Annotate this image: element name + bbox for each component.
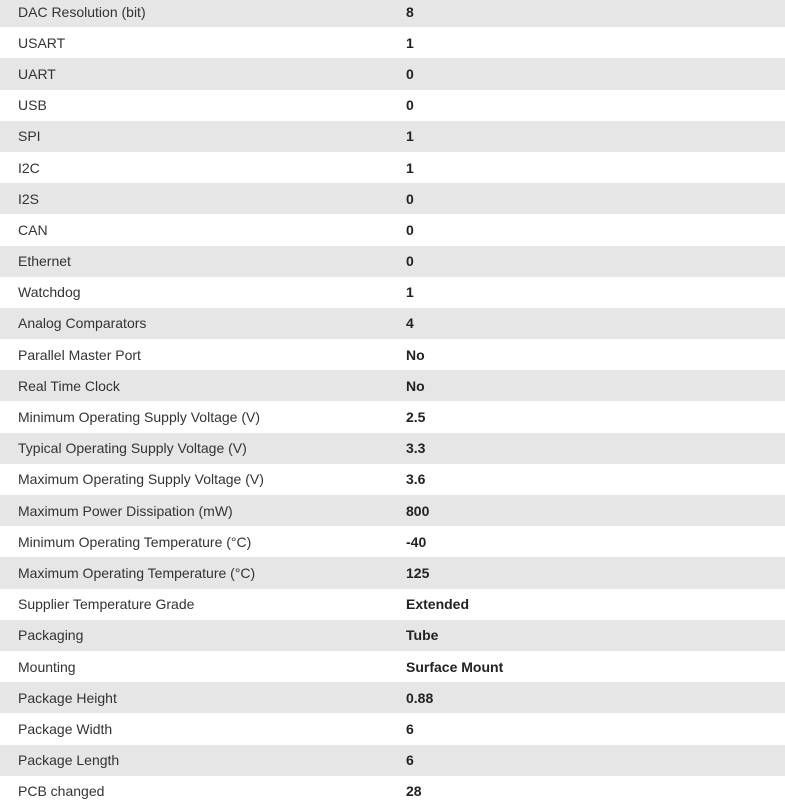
spec-row bbox=[0, 682, 785, 713]
spec-value: -40 bbox=[406, 533, 427, 550]
spec-value: 2.5 bbox=[406, 409, 426, 426]
spec-value: 1 bbox=[406, 34, 414, 51]
spec-value: Extended bbox=[406, 596, 470, 613]
spec-label: I2S bbox=[18, 190, 40, 207]
spec-label: Package Length bbox=[18, 752, 120, 769]
spec-value: 1 bbox=[406, 159, 414, 176]
spec-label: Supplier Temperature Grade bbox=[18, 596, 195, 613]
spec-row bbox=[0, 277, 785, 308]
spec-row bbox=[0, 90, 785, 121]
spec-label: USB bbox=[18, 97, 47, 114]
spec-row bbox=[0, 401, 785, 432]
spec-value: Surface Mount bbox=[406, 658, 504, 675]
spec-value: 0 bbox=[406, 65, 414, 82]
spec-value: 125 bbox=[406, 564, 430, 581]
spec-value: 0 bbox=[406, 221, 414, 238]
spec-value: No bbox=[406, 377, 425, 394]
spec-label: Maximum Operating Temperature (°C) bbox=[18, 564, 256, 581]
spec-label: Maximum Power Dissipation (mW) bbox=[18, 502, 233, 519]
spec-label: Ethernet bbox=[18, 253, 71, 270]
spec-value: 3.3 bbox=[406, 440, 426, 457]
spec-row bbox=[0, 370, 785, 401]
spec-label: DAC Resolution (bit) bbox=[18, 3, 146, 20]
spec-value: No bbox=[406, 346, 425, 363]
spec-label: I2C bbox=[18, 159, 40, 176]
spec-row bbox=[0, 0, 785, 27]
spec-value: 8 bbox=[406, 3, 414, 20]
spec-row bbox=[0, 246, 785, 277]
spec-value: 0 bbox=[406, 190, 414, 207]
spec-row bbox=[0, 214, 785, 245]
spec-label: Maximum Operating Supply Voltage (V) bbox=[18, 471, 264, 488]
spec-label: UART bbox=[18, 65, 56, 82]
spec-label: PCB changed bbox=[18, 783, 105, 800]
spec-row bbox=[0, 433, 785, 464]
spec-label: Parallel Master Port bbox=[18, 346, 141, 363]
spec-value: 6 bbox=[406, 752, 414, 769]
spec-label: USART bbox=[18, 34, 66, 51]
spec-label: Package Height bbox=[18, 689, 117, 706]
spec-value: 4 bbox=[406, 315, 414, 332]
spec-row bbox=[0, 589, 785, 620]
spec-label: SPI bbox=[18, 128, 41, 145]
spec-label: Watchdog bbox=[18, 284, 81, 301]
spec-value: 0.88 bbox=[406, 689, 434, 706]
spec-row bbox=[0, 183, 785, 214]
spec-value: 0 bbox=[406, 253, 414, 270]
spec-value: 3.6 bbox=[406, 471, 426, 488]
spec-value: 0 bbox=[406, 97, 414, 114]
spec-value: 28 bbox=[406, 783, 422, 800]
spec-value: 800 bbox=[406, 502, 430, 519]
spec-row bbox=[0, 495, 785, 526]
spec-row bbox=[0, 339, 785, 370]
spec-value: Tube bbox=[406, 627, 439, 644]
spec-value: 6 bbox=[406, 720, 414, 737]
spec-label: Minimum Operating Temperature (°C) bbox=[18, 533, 252, 550]
spec-label: Real Time Clock bbox=[18, 377, 120, 394]
spec-label: Mounting bbox=[18, 658, 76, 675]
spec-row bbox=[0, 308, 785, 339]
spec-label: Typical Operating Supply Voltage (V) bbox=[18, 440, 247, 457]
spec-label: Package Width bbox=[18, 720, 113, 737]
spec-row bbox=[0, 713, 785, 744]
spec-label: Packaging bbox=[18, 627, 84, 644]
spec-row bbox=[0, 152, 785, 183]
spec-label: Analog Comparators bbox=[18, 315, 147, 332]
spec-row bbox=[0, 620, 785, 651]
spec-row bbox=[0, 526, 785, 557]
spec-row bbox=[0, 776, 785, 807]
spec-row bbox=[0, 745, 785, 776]
spec-row bbox=[0, 651, 785, 682]
spec-value: 1 bbox=[406, 128, 414, 145]
spec-row bbox=[0, 121, 785, 152]
spec-row bbox=[0, 27, 785, 58]
spec-row bbox=[0, 557, 785, 588]
spec-row bbox=[0, 58, 785, 89]
spec-row bbox=[0, 464, 785, 495]
spec-value: 1 bbox=[406, 284, 414, 301]
spec-label: CAN bbox=[18, 221, 48, 238]
spec-label: Minimum Operating Supply Voltage (V) bbox=[18, 409, 260, 426]
